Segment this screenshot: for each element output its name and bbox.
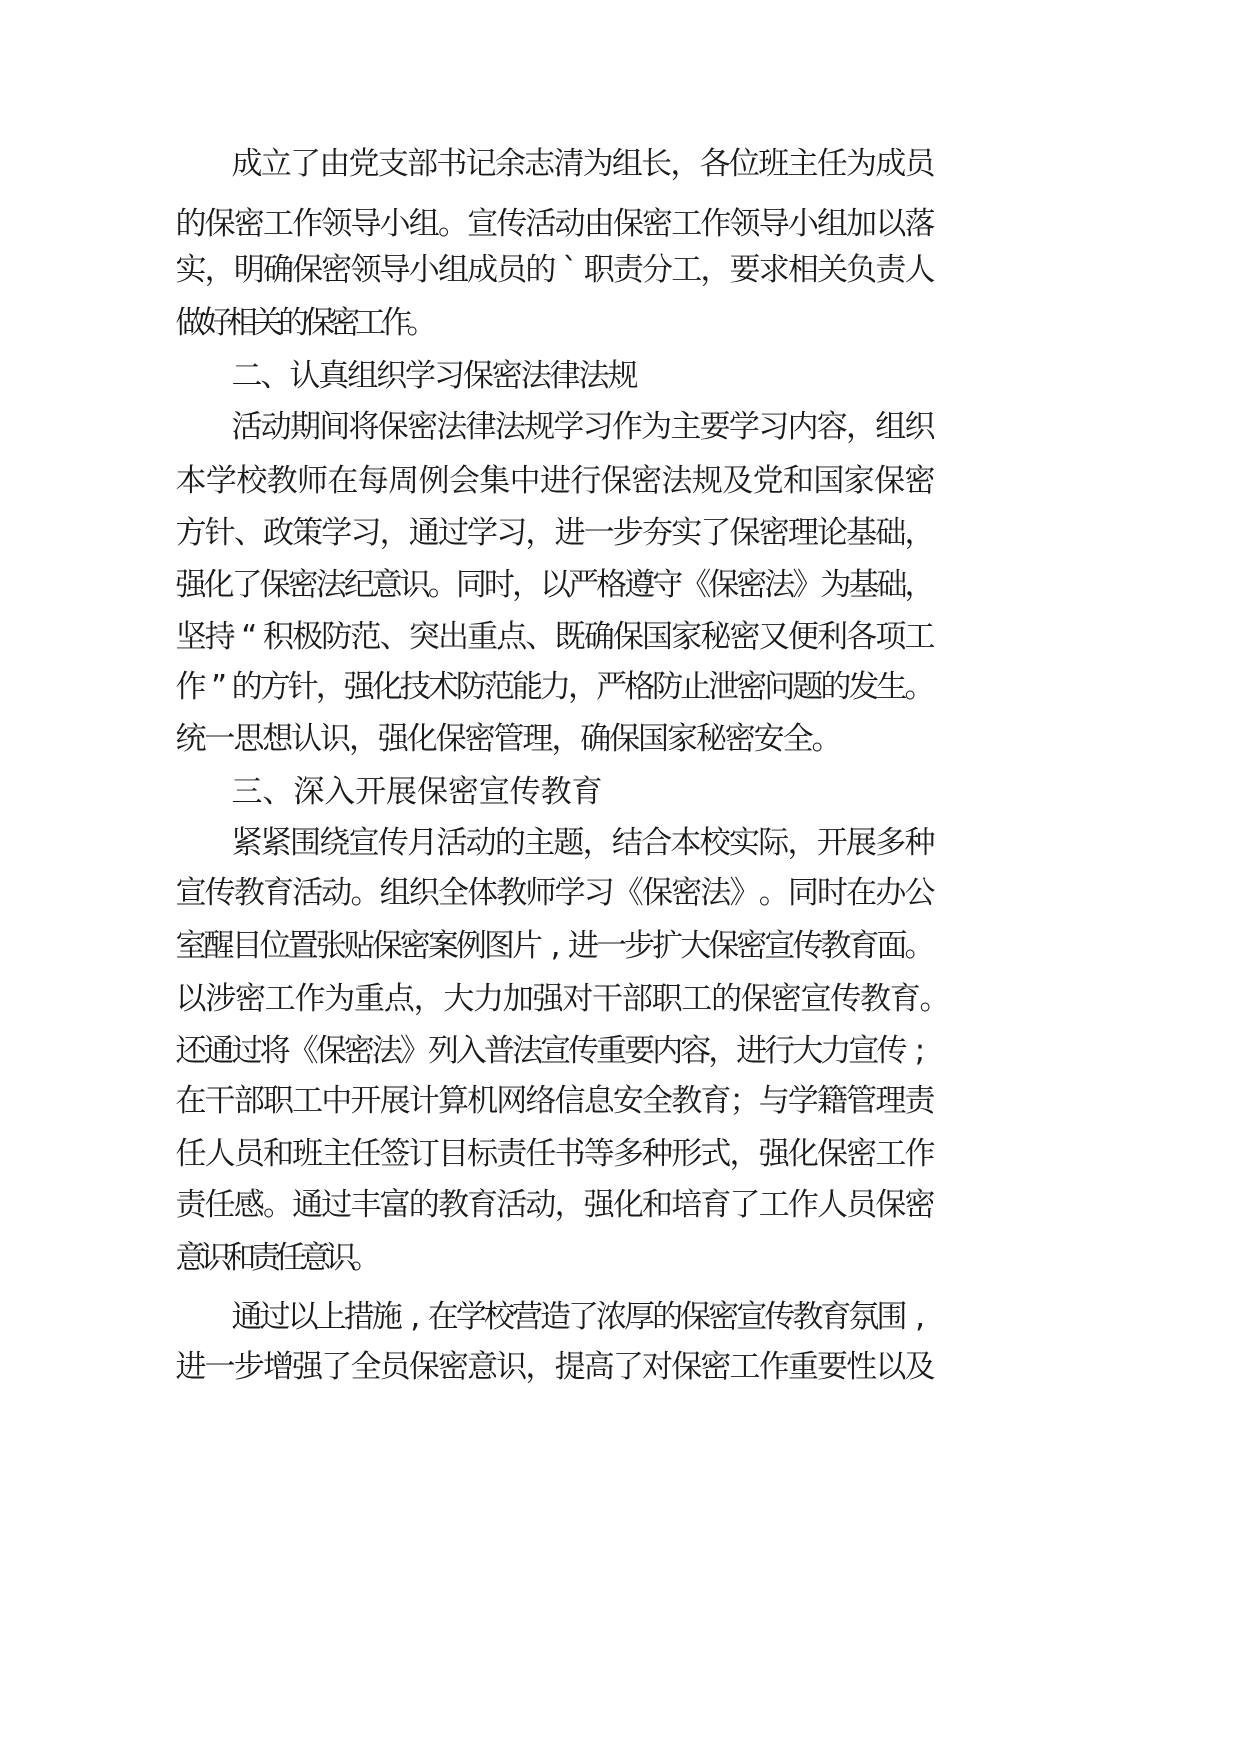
body-text-line: 室 醒 目 位 置 张 贴 保 密 案 例 图 片 , 进 一 步 扩 大 保 密 宣 传 教 育 面 。: [175, 928, 936, 964]
body-text-line: 意 识 和 责 任 意 识 。: [175, 1240, 382, 1276]
body-text-line: 任 人 员 和 班 主 任 签 订 目 标 责 任 书 等 多 种 形 式 ， 强 化 保 密 工 作: [175, 1136, 936, 1172]
body-text-line: 统 一 思 想 认 识 ， 强 化 保 密 管 理 ， 确 保 国 家 秘 密 安 全 。: [175, 721, 843, 757]
body-text-line: 还 通 过 将 《 保 密 法 》 列 入 普 法 宣 传 重 要 内 容 ， 进 行 大 力 宣 传 ;: [175, 1033, 926, 1069]
body-text-line: 成 立 了 由 党 支 部 书 记 余 志 清 为 组 长 ， 各 位 班 主 任 为 成 员: [231, 146, 936, 182]
body-text-line: 实 ， 明 确 保 密 领 导 小 组 成 员 的 ` 职 责 分 工 ， 要 求 相 关 负 责 人: [175, 252, 936, 288]
body-text-line: 作 ” 的 方 针 ， 强 化 技 术 防 范 能 力 ， 严 格 防 止 泄 密 问 题 的 发 生 。: [175, 669, 936, 705]
body-text-line: 责 任 感 。 通 过 丰 富 的 教 育 活 动 ， 强 化 和 培 育 了 工 作 人 员 保 密: [175, 1187, 936, 1223]
body-text-line: 的 保 密 工 作 领 导 小 组 。 宣 传 活 动 由 保 密 工 作 领 导 小 组 加 以 落: [175, 206, 936, 242]
body-text-line: 宣 传 教 育 活 动 。 组 织 全 体 教 师 学 习 《 保 密 法 》 。 同 时 在 办 公: [175, 875, 936, 911]
body-text-line: 通 过 以 上 措 施 , 在 学 校 营 造 了 浓 厚 的 保 密 宣 传 教 育 氛 围 ,: [231, 1299, 925, 1335]
section-heading: 三 、 深 入 开 展 保 密 宣 传 教 育: [231, 774, 603, 810]
body-text-line: 在 干 部 职 工 中 开 展 计 算 机 网 络 信 息 安 全 教 育 ； 与 学 籍 管 理 责: [175, 1083, 936, 1119]
section-heading: 二 、 认 真 组 织 学 习 保 密 法 律 法 规: [231, 358, 639, 394]
body-text-line: 本 学 校 教 师 在 每 周 例 会 集 中 进 行 保 密 法 规 及 党 和 国 家 保 密: [175, 463, 936, 499]
body-text-line: 活 动 期 间 将 保 密 法 律 法 规 学 习 作 为 主 要 学 习 内 容 ， 组 织: [231, 409, 936, 445]
body-text-line: 紧 紧 围 绕 宣 传 月 活 动 的 主 题 ， 结 合 本 校 实 际 ， 开 展 多 种: [231, 825, 936, 861]
body-text-line: 进 一 步 增 强 了 全 员 保 密 意 识 ， 提 高 了 对 保 密 工 作 重 要 性 以 及: [175, 1349, 936, 1385]
body-text-line: 做 好 相 关 的 保 密 工 作 。: [175, 305, 438, 341]
body-text-line: 强 化 了 保 密 法 纪 意 识 。 同 时 ， 以 严 格 遵 守 《 保 密 法 》 为 基 础 ，: [175, 567, 936, 603]
body-text-line: 坚 持 “ 积 极 防 范 、 突 出 重 点 、 既 确 保 国 家 秘 密 又 便 利 各 项 工: [175, 619, 936, 655]
body-text-line: 方 针 、 政 策 学 习 ， 通 过 学 习 ， 进 一 步 夯 实 了 保 密 理 论 基 础 ，: [175, 515, 936, 551]
body-text-line: 以 涉 密 工 作 为 重 点 ， 大 力 加 强 对 干 部 职 工 的 保 密 宣 传 教 育 。: [175, 981, 951, 1017]
